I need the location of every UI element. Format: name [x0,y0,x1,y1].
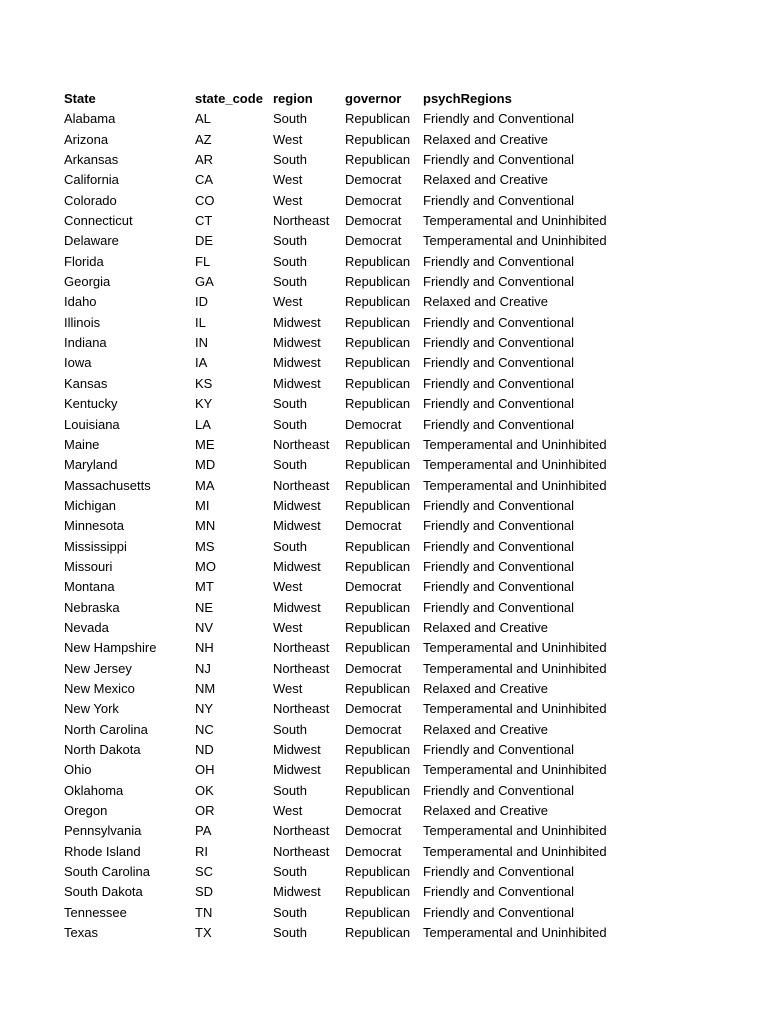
cell-region: Midwest [273,335,321,351]
cell-state: New Mexico [64,680,135,696]
table-row [64,394,643,414]
cell-region: Northeast [273,823,330,839]
cell-state: Tennessee [64,904,127,920]
table-row [64,862,643,882]
cell-psych-region: Friendly and Conventional [423,375,575,391]
cell-state-code: NJ [195,660,211,676]
cell-state: Arkansas [64,152,119,168]
cell-region: West [273,172,303,188]
cell-governor: Democrat [345,721,402,737]
cell-state-code: ND [195,742,214,757]
cell-region: South [273,253,307,269]
table-row [64,109,643,129]
cell-state-code: IA [195,355,208,371]
table-row [64,476,643,496]
header-row [64,89,643,109]
cell-region: Midwest [273,375,321,391]
cell-psych-region: Friendly and Conventional [423,314,575,330]
cell-governor: Democrat [345,518,402,534]
cell-state-code: NE [195,599,214,615]
cell-state-code: MD [195,457,216,473]
cell-governor: Democrat [345,823,402,839]
cell-governor: Democrat [345,192,402,208]
cell-state-code: CT [195,213,213,229]
cell-region: Midwest [273,762,321,778]
cell-state: Nebraska [64,599,120,615]
cell-governor: Republican [345,274,411,290]
cell-psych-region: Temperamental and Uninhibited [423,701,607,717]
cell-region: Midwest [273,314,321,330]
cell-region: Midwest [273,599,321,615]
cell-state-code: PA [195,823,212,839]
cell-governor: Republican [345,782,411,798]
cell-governor: Republican [345,152,411,168]
cell-governor: Republican [345,599,411,615]
cell-state-code: CA [195,172,214,188]
cell-governor: Democrat [345,213,402,229]
cell-region: Midwest [273,884,321,900]
cell-state: Massachusetts [64,477,151,493]
cell-state: Colorado [64,192,117,208]
cell-region: South [273,904,307,920]
cell-state: Oregon [64,803,108,819]
table-row [64,252,643,272]
cell-region: Northeast [273,701,330,717]
cell-state-code: KS [195,375,213,391]
cell-region: Midwest [273,355,321,371]
cell-state-code: OK [195,782,214,798]
cell-region: South [273,925,307,941]
table-row [64,211,643,231]
cell-psych-region: Friendly and Conventional [423,599,575,615]
cell-region: West [273,131,303,147]
cell-psych-region: Temperamental and Uninhibited [423,823,607,839]
cell-state: Indiana [64,335,107,351]
cell-state-code: AZ [195,131,212,147]
table-row [64,292,643,312]
header-state: State [64,91,96,106]
table-row [64,231,643,251]
header-state-code: state_code [195,91,263,106]
cell-psych-region: Friendly and Conventional [423,355,575,371]
cell-governor: Democrat [345,660,402,676]
cell-state-code: MT [195,579,214,595]
cell-psych-region: Friendly and Conventional [423,152,575,168]
cell-governor: Republican [345,742,411,757]
cell-state-code: IN [195,335,208,351]
cell-state: Missouri [64,558,113,574]
table-row [64,699,643,719]
cell-governor: Democrat [345,416,402,432]
cell-psych-region: Friendly and Conventional [423,497,575,513]
cell-region: South [273,274,307,290]
cell-psych-region: Friendly and Conventional [423,518,575,534]
cell-region: West [273,803,303,819]
cell-state-code: NY [195,701,214,717]
cell-psych-region: Friendly and Conventional [423,335,575,351]
cell-psych-region: Relaxed and Creative [423,803,549,819]
cell-governor: Republican [345,294,411,310]
cell-state: Michigan [64,497,117,513]
cell-state-code: MO [195,558,216,574]
cell-governor: Republican [345,477,411,493]
cell-governor: Republican [345,355,411,371]
cell-psych-region: Temperamental and Uninhibited [423,213,607,229]
cell-state-code: AL [195,111,211,127]
cell-region: South [273,396,307,412]
table-row [64,760,643,780]
cell-state-code: NM [195,680,216,696]
cell-region: Northeast [273,640,330,656]
cell-state: Rhode Island [64,843,141,859]
cell-region: West [273,192,303,208]
cell-psych-region: Relaxed and Creative [423,619,549,635]
cell-psych-region: Temperamental and Uninhibited [423,457,607,473]
cell-state: Texas [64,925,98,941]
cell-psych-region: Relaxed and Creative [423,294,549,310]
cell-psych-region: Relaxed and Creative [423,680,549,696]
cell-state-code: MI [195,497,210,513]
table-row [64,577,643,597]
cell-region: Midwest [273,742,321,757]
table-body [64,109,643,943]
cell-region: West [273,294,303,310]
table-row [64,638,643,658]
cell-region: Midwest [273,497,321,513]
cell-psych-region: Friendly and Conventional [423,782,575,798]
table-row [64,415,643,435]
cell-state: Alabama [64,111,116,127]
table-row [64,679,643,699]
cell-psych-region: Friendly and Conventional [423,904,575,920]
cell-governor: Republican [345,111,411,127]
cell-state: New York [64,701,119,717]
cell-state: New Jersey [64,660,132,676]
table-row [64,272,643,292]
cell-state-code: NV [195,619,214,635]
cell-governor: Republican [345,884,411,900]
cell-governor: Democrat [345,843,402,859]
cell-governor: Republican [345,375,411,391]
cell-governor: Republican [345,680,411,696]
cell-psych-region: Temperamental and Uninhibited [423,843,607,859]
table-row [64,374,643,394]
cell-region: South [273,416,307,432]
cell-state: South Dakota [64,884,143,900]
table-row [64,882,643,902]
cell-psych-region: Friendly and Conventional [423,884,575,900]
cell-state-code: OH [195,762,215,778]
states-table [64,89,643,943]
table-row [64,842,643,862]
table-row [64,781,643,801]
cell-state-code: MS [195,538,215,554]
cell-state-code: MN [195,518,216,534]
cell-region: South [273,782,307,798]
data-sheet [64,89,643,943]
table-row [64,496,643,516]
cell-psych-region: Friendly and Conventional [423,579,575,595]
cell-state: Connecticut [64,213,133,229]
cell-state: Ohio [64,762,92,778]
cell-region: Northeast [273,436,330,452]
cell-governor: Democrat [345,803,402,819]
cell-psych-region: Friendly and Conventional [423,864,575,880]
table-row [64,170,643,190]
table-row [64,191,643,211]
table-row [64,598,643,618]
cell-state: South Carolina [64,864,150,880]
cell-governor: Republican [345,497,411,513]
cell-psych-region: Friendly and Conventional [423,253,575,269]
cell-governor: Republican [345,558,411,574]
table-row [64,455,643,475]
cell-psych-region: Temperamental and Uninhibited [423,762,607,778]
cell-psych-region: Friendly and Conventional [423,538,575,554]
cell-state-code: ID [195,294,208,310]
cell-region: South [273,864,307,880]
cell-governor: Republican [345,762,411,778]
cell-state: North Carolina [64,721,148,737]
cell-governor: Democrat [345,579,402,595]
cell-psych-region: Temperamental and Uninhibited [423,233,607,249]
cell-state: North Dakota [64,742,141,757]
table-row [64,537,643,557]
cell-region: Northeast [273,660,330,676]
cell-region: South [273,233,307,249]
cell-state-code: AR [195,152,214,168]
table-row [64,130,643,150]
cell-state-code: SD [195,884,214,900]
cell-state-code: SC [195,864,214,880]
cell-governor: Democrat [345,701,402,717]
table-row [64,150,643,170]
cell-state: Iowa [64,355,92,371]
cell-psych-region: Friendly and Conventional [423,111,575,127]
cell-region: Midwest [273,518,321,534]
cell-state: New Hampshire [64,640,157,656]
cell-region: Northeast [273,213,330,229]
cell-psych-region: Temperamental and Uninhibited [423,436,607,452]
header-psych-regions: psychRegions [423,91,512,106]
cell-state: Kentucky [64,396,118,412]
cell-state: Minnesota [64,518,124,534]
cell-state: Louisiana [64,416,120,432]
cell-region: South [273,538,307,554]
cell-governor: Republican [345,131,411,147]
cell-state: Maryland [64,457,118,473]
cell-psych-region: Friendly and Conventional [423,192,575,208]
table-row [64,333,643,353]
table-row [64,801,643,821]
cell-region: South [273,111,307,127]
header-governor: governor [345,91,402,106]
cell-psych-region: Relaxed and Creative [423,131,549,147]
cell-state: Maine [64,436,100,452]
cell-state-code: KY [195,396,213,412]
cell-state-code: TX [195,925,212,941]
table-header [64,89,643,109]
cell-psych-region: Temperamental and Uninhibited [423,477,607,493]
cell-region: Midwest [273,558,321,574]
cell-governor: Republican [345,436,411,452]
cell-state-code: ME [195,436,215,452]
cell-psych-region: Relaxed and Creative [423,721,549,737]
cell-region: West [273,579,303,595]
cell-state: Pennsylvania [64,823,142,839]
cell-state: Nevada [64,619,109,635]
cell-state: California [64,172,119,188]
cell-region: South [273,152,307,168]
cell-state: Florida [64,253,104,269]
cell-state: Idaho [64,294,97,310]
cell-governor: Republican [345,619,411,635]
cell-state: Georgia [64,274,111,290]
cell-state-code: NC [195,721,214,737]
cell-state-code: NH [195,640,214,656]
header-region: region [273,91,313,106]
cell-governor: Republican [345,396,411,412]
cell-psych-region: Temperamental and Uninhibited [423,925,607,941]
cell-governor: Republican [345,335,411,351]
cell-state-code: OR [195,803,215,819]
cell-state-code: TN [195,904,213,920]
cell-state: Delaware [64,233,119,249]
cell-psych-region: Friendly and Conventional [423,558,575,574]
cell-governor: Democrat [345,172,402,188]
cell-state-code: GA [195,274,214,290]
cell-region: South [273,457,307,473]
table-row [64,435,643,455]
cell-governor: Republican [345,925,411,941]
table-row [64,923,643,943]
table-row [64,516,643,536]
cell-state: Arizona [64,131,109,147]
cell-state: Mississippi [64,538,127,554]
cell-governor: Republican [345,314,411,330]
table-row [64,720,643,740]
cell-region: Northeast [273,843,330,859]
cell-psych-region: Friendly and Conventional [423,742,575,757]
table-row [64,740,643,760]
cell-governor: Republican [345,457,411,473]
table-row [64,353,643,373]
cell-governor: Republican [345,253,411,269]
table-row [64,313,643,333]
table-row [64,659,643,679]
table-row [64,903,643,923]
cell-psych-region: Temperamental and Uninhibited [423,640,607,656]
cell-state-code: DE [195,233,214,249]
cell-region: Northeast [273,477,330,493]
cell-governor: Republican [345,640,411,656]
cell-psych-region: Friendly and Conventional [423,416,575,432]
cell-state: Illinois [64,314,101,330]
cell-state: Montana [64,579,115,595]
cell-governor: Republican [345,538,411,554]
cell-psych-region: Friendly and Conventional [423,274,575,290]
table-row [64,821,643,841]
cell-state-code: LA [195,416,211,432]
cell-psych-region: Relaxed and Creative [423,172,549,188]
table-row [64,618,643,638]
cell-region: South [273,721,307,737]
cell-state-code: MA [195,477,215,493]
cell-region: West [273,619,303,635]
cell-governor: Republican [345,864,411,880]
cell-state: Oklahoma [64,782,124,798]
cell-psych-region: Temperamental and Uninhibited [423,660,607,676]
cell-governor: Democrat [345,233,402,249]
cell-region: West [273,680,303,696]
table-row [64,557,643,577]
cell-state: Kansas [64,375,108,391]
cell-governor: Republican [345,904,411,920]
cell-psych-region: Friendly and Conventional [423,396,575,412]
cell-state-code: IL [195,314,206,330]
cell-state-code: RI [195,843,208,859]
cell-state-code: FL [195,253,211,269]
cell-state-code: CO [195,192,215,208]
